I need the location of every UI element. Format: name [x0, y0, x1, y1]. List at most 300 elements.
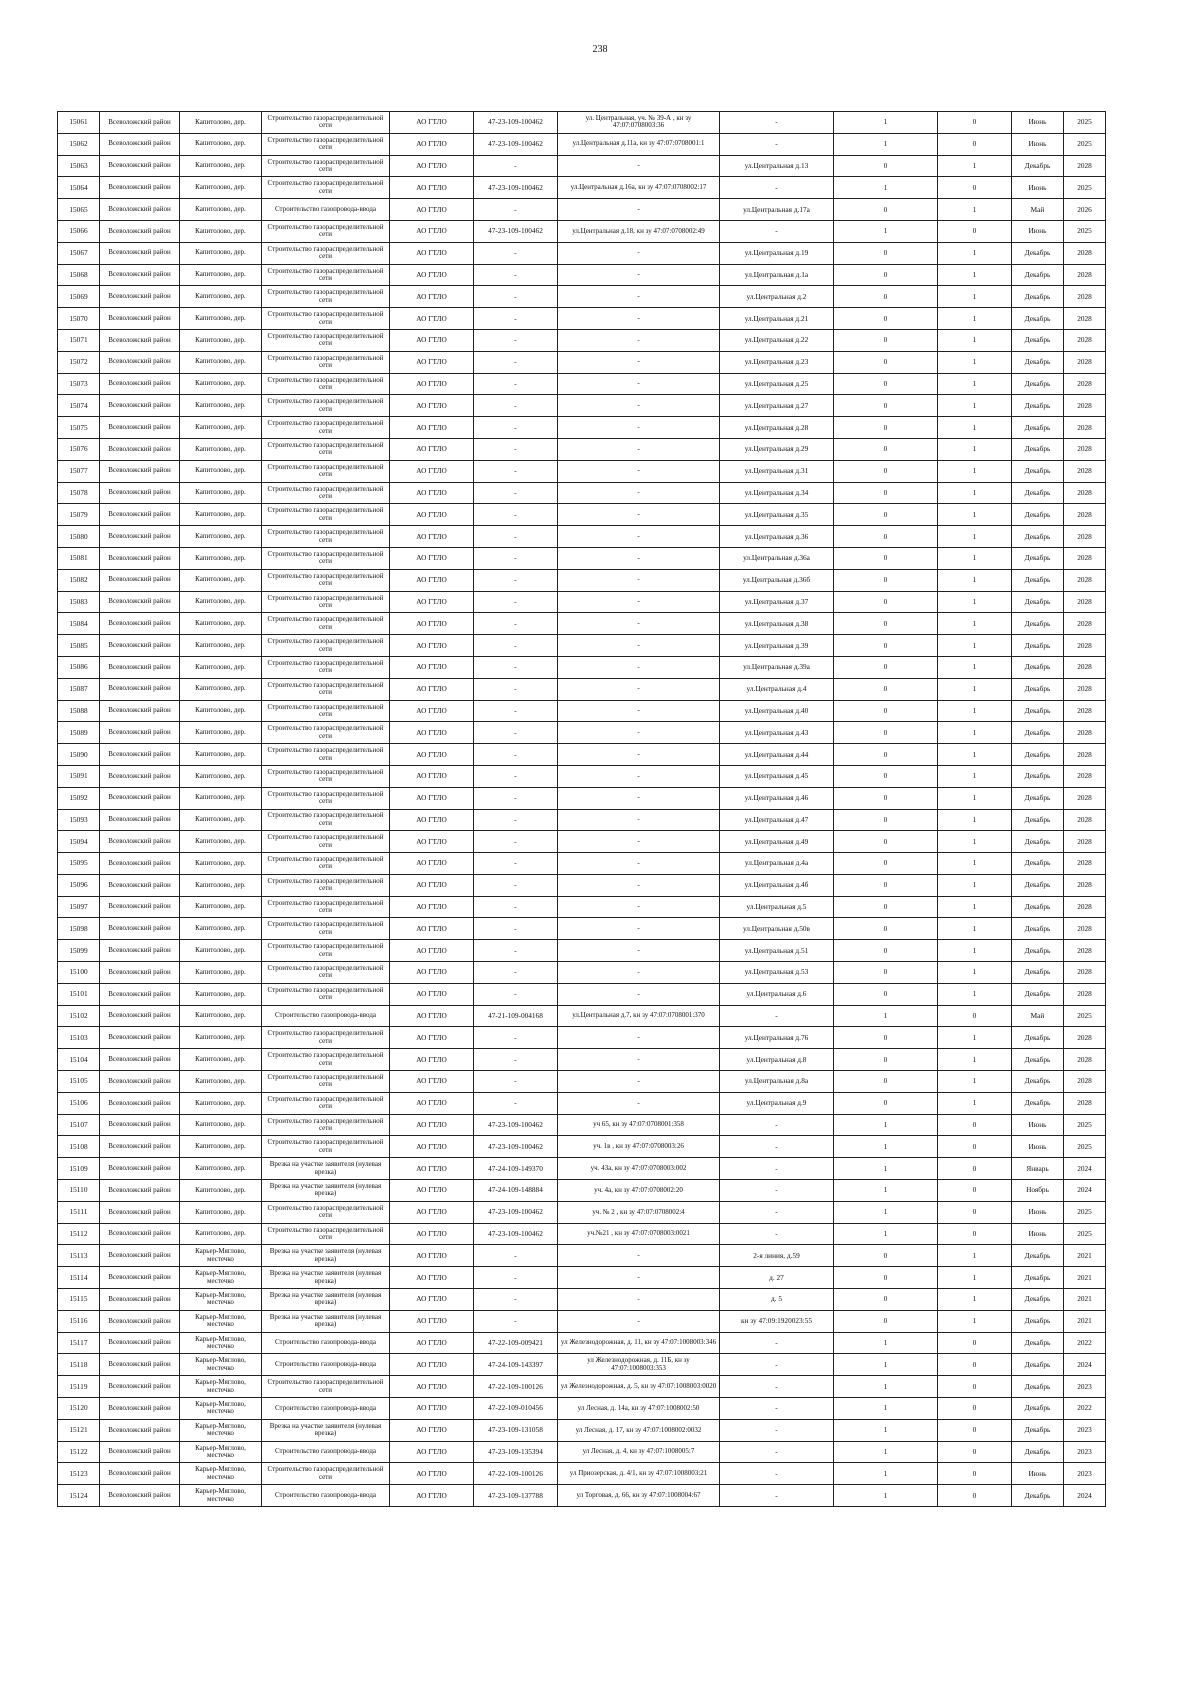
- cadastral-cell: -: [558, 482, 720, 504]
- table-row: [58, 264, 1106, 286]
- cadastral-cell: -: [558, 547, 720, 569]
- record-id: 15122: [58, 1441, 100, 1463]
- record-id: 15088: [58, 700, 100, 722]
- permit-number-cell: -: [474, 351, 558, 373]
- month-cell: Декабрь: [1012, 722, 1064, 744]
- permit-number-cell: 47-24-109-143397: [474, 1354, 558, 1376]
- count-a-cell: 0: [834, 700, 938, 722]
- month-cell: Декабрь: [1012, 569, 1064, 591]
- record-id: 15092: [58, 787, 100, 809]
- count-a-cell: 1: [834, 220, 938, 242]
- settlement-cell: Капитолово, дер.: [180, 1027, 262, 1049]
- permit-number-cell: -: [474, 918, 558, 940]
- month-cell: Декабрь: [1012, 329, 1064, 351]
- district-cell: Всеволожский район: [100, 1419, 180, 1441]
- table-row: [58, 962, 1106, 984]
- organization-cell: АО ГТЛО: [390, 700, 474, 722]
- cadastral-cell: -: [558, 874, 720, 896]
- district-cell: Всеволожский район: [100, 286, 180, 308]
- address-cell: -: [720, 1158, 834, 1180]
- cadastral-cell: уч. № 2 , кн зу 47:07:0708002:4: [558, 1201, 720, 1223]
- month-cell: Декабрь: [1012, 613, 1064, 635]
- address-cell: ул.Центральная д.37: [720, 591, 834, 613]
- record-id: 15086: [58, 656, 100, 678]
- work-type-cell: Строительство газопровода-ввода: [262, 1005, 390, 1027]
- record-id: 15104: [58, 1049, 100, 1071]
- table-row: [58, 831, 1106, 853]
- work-type-cell: Строительство газораспределительной сети: [262, 787, 390, 809]
- count-a-cell: 1: [834, 1114, 938, 1136]
- permit-number-cell: -: [474, 962, 558, 984]
- work-type-cell: Строительство газораспределительной сети: [262, 831, 390, 853]
- count-b-cell: 1: [938, 896, 1012, 918]
- record-id: 15071: [58, 329, 100, 351]
- district-cell: Всеволожский район: [100, 395, 180, 417]
- work-type-cell: Строительство газораспределительной сети: [262, 438, 390, 460]
- cadastral-cell: -: [558, 526, 720, 548]
- count-b-cell: 1: [938, 613, 1012, 635]
- cadastral-cell: -: [558, 656, 720, 678]
- settlement-cell: Капитолово, дер.: [180, 1158, 262, 1180]
- organization-cell: АО ГТЛО: [390, 199, 474, 221]
- work-type-cell: Строительство газопровода-ввода: [262, 1398, 390, 1420]
- district-cell: Всеволожский район: [100, 112, 180, 134]
- cadastral-cell: -: [558, 264, 720, 286]
- count-b-cell: 1: [938, 853, 1012, 875]
- year-cell: 2028: [1064, 547, 1106, 569]
- month-cell: Декабрь: [1012, 787, 1064, 809]
- district-cell: Всеволожский район: [100, 918, 180, 940]
- year-cell: 2028: [1064, 809, 1106, 831]
- work-type-cell: Строительство газораспределительной сети: [262, 220, 390, 242]
- month-cell: Декабрь: [1012, 918, 1064, 940]
- year-cell: 2028: [1064, 1071, 1106, 1093]
- organization-cell: АО ГТЛО: [390, 1485, 474, 1507]
- work-type-cell: Строительство газораспределительной сети: [262, 918, 390, 940]
- month-cell: Декабрь: [1012, 983, 1064, 1005]
- permit-number-cell: 47-23-109-100462: [474, 177, 558, 199]
- settlement-cell: Карьер-Мяглово, местечко: [180, 1354, 262, 1376]
- district-cell: Всеволожский район: [100, 809, 180, 831]
- address-cell: ул.Центральная д.36б: [720, 569, 834, 591]
- month-cell: Июнь: [1012, 1136, 1064, 1158]
- organization-cell: АО ГТЛО: [390, 962, 474, 984]
- record-id: 15107: [58, 1114, 100, 1136]
- year-cell: 2028: [1064, 1049, 1106, 1071]
- year-cell: 2028: [1064, 526, 1106, 548]
- district-cell: Всеволожский район: [100, 1049, 180, 1071]
- year-cell: 2025: [1064, 1005, 1106, 1027]
- count-a-cell: 1: [834, 1136, 938, 1158]
- count-a-cell: 0: [834, 918, 938, 940]
- month-cell: Декабрь: [1012, 1071, 1064, 1093]
- count-a-cell: 1: [834, 1005, 938, 1027]
- permit-number-cell: -: [474, 1071, 558, 1093]
- year-cell: 2025: [1064, 133, 1106, 155]
- district-cell: Всеволожский район: [100, 1201, 180, 1223]
- work-type-cell: Строительство газораспределительной сети: [262, 547, 390, 569]
- month-cell: Декабрь: [1012, 896, 1064, 918]
- table-row: [58, 765, 1106, 787]
- year-cell: 2028: [1064, 264, 1106, 286]
- table-row: [58, 329, 1106, 351]
- count-a-cell: 0: [834, 264, 938, 286]
- record-id: 15084: [58, 613, 100, 635]
- year-cell: 2028: [1064, 613, 1106, 635]
- record-id: 15076: [58, 438, 100, 460]
- organization-cell: АО ГТЛО: [390, 373, 474, 395]
- address-cell: -: [720, 112, 834, 134]
- month-cell: Декабрь: [1012, 809, 1064, 831]
- table-row: [58, 1289, 1106, 1311]
- month-cell: Декабрь: [1012, 1310, 1064, 1332]
- year-cell: 2028: [1064, 482, 1106, 504]
- permit-number-cell: 47-23-109-100462: [474, 1201, 558, 1223]
- organization-cell: АО ГТЛО: [390, 1354, 474, 1376]
- district-cell: Всеволожский район: [100, 1485, 180, 1507]
- settlement-cell: Капитолово, дер.: [180, 1201, 262, 1223]
- count-a-cell: 0: [834, 547, 938, 569]
- count-b-cell: 1: [938, 983, 1012, 1005]
- cadastral-cell: -: [558, 1245, 720, 1267]
- table-row: [58, 526, 1106, 548]
- record-id: 15065: [58, 199, 100, 221]
- month-cell: Декабрь: [1012, 831, 1064, 853]
- month-cell: Декабрь: [1012, 1485, 1064, 1507]
- address-cell: ул.Центральная д.40: [720, 700, 834, 722]
- record-id: 15111: [58, 1201, 100, 1223]
- address-cell: д. 5: [720, 1289, 834, 1311]
- count-a-cell: 0: [834, 635, 938, 657]
- month-cell: Декабрь: [1012, 1245, 1064, 1267]
- organization-cell: АО ГТЛО: [390, 940, 474, 962]
- settlement-cell: Капитолово, дер.: [180, 112, 262, 134]
- record-id: 15068: [58, 264, 100, 286]
- month-cell: Июнь: [1012, 133, 1064, 155]
- organization-cell: АО ГТЛО: [390, 308, 474, 330]
- record-id: 15091: [58, 765, 100, 787]
- work-type-cell: Строительство газораспределительной сети: [262, 962, 390, 984]
- year-cell: 2028: [1064, 1092, 1106, 1114]
- address-cell: ул.Центральная д.51: [720, 940, 834, 962]
- cadastral-cell: ул Торговая, д. 66, кн зу 47:07:1008004:67: [558, 1485, 720, 1507]
- organization-cell: АО ГТЛО: [390, 918, 474, 940]
- record-id: 15077: [58, 460, 100, 482]
- month-cell: Декабрь: [1012, 460, 1064, 482]
- district-cell: Всеволожский район: [100, 329, 180, 351]
- cadastral-cell: -: [558, 591, 720, 613]
- district-cell: Всеволожский район: [100, 940, 180, 962]
- count-a-cell: 1: [834, 1180, 938, 1202]
- count-b-cell: 1: [938, 417, 1012, 439]
- address-cell: ул.Центральная д.1а: [720, 264, 834, 286]
- organization-cell: АО ГТЛО: [390, 264, 474, 286]
- table-row: [58, 1114, 1106, 1136]
- cadastral-cell: -: [558, 787, 720, 809]
- work-type-cell: Строительство газораспределительной сети: [262, 700, 390, 722]
- organization-cell: АО ГТЛО: [390, 460, 474, 482]
- settlement-cell: Капитолово, дер.: [180, 199, 262, 221]
- month-cell: Декабрь: [1012, 373, 1064, 395]
- district-cell: Всеволожский район: [100, 460, 180, 482]
- table-row: [58, 112, 1106, 134]
- address-cell: д. 27: [720, 1267, 834, 1289]
- year-cell: 2021: [1064, 1289, 1106, 1311]
- table-row: [58, 351, 1106, 373]
- district-cell: Всеволожский район: [100, 373, 180, 395]
- month-cell: Декабрь: [1012, 962, 1064, 984]
- record-id: 15074: [58, 395, 100, 417]
- table-row: [58, 1245, 1106, 1267]
- record-id: 15099: [58, 940, 100, 962]
- permit-number-cell: -: [474, 155, 558, 177]
- organization-cell: АО ГТЛО: [390, 1136, 474, 1158]
- district-cell: Всеволожский район: [100, 874, 180, 896]
- year-cell: 2028: [1064, 438, 1106, 460]
- count-b-cell: 1: [938, 504, 1012, 526]
- permit-number-cell: 47-23-109-100462: [474, 1114, 558, 1136]
- count-b-cell: 1: [938, 329, 1012, 351]
- work-type-cell: Строительство газораспределительной сети: [262, 656, 390, 678]
- year-cell: 2028: [1064, 983, 1106, 1005]
- month-cell: Декабрь: [1012, 1354, 1064, 1376]
- organization-cell: АО ГТЛО: [390, 133, 474, 155]
- cadastral-cell: -: [558, 896, 720, 918]
- organization-cell: АО ГТЛО: [390, 853, 474, 875]
- permit-number-cell: -: [474, 765, 558, 787]
- cadastral-cell: ул Железнодорожная, д. 5, кн зу 47:07:1008003:0020: [558, 1376, 720, 1398]
- record-id: 15081: [58, 547, 100, 569]
- month-cell: Июнь: [1012, 1114, 1064, 1136]
- permit-number-cell: -: [474, 438, 558, 460]
- cadastral-cell: -: [558, 1071, 720, 1093]
- work-type-cell: Строительство газопровода-ввода: [262, 199, 390, 221]
- district-cell: Всеволожский район: [100, 896, 180, 918]
- settlement-cell: Капитолово, дер.: [180, 635, 262, 657]
- table-row: [58, 1332, 1106, 1354]
- count-b-cell: 1: [938, 635, 1012, 657]
- table-row: [58, 504, 1106, 526]
- count-a-cell: 0: [834, 787, 938, 809]
- address-cell: ул.Центральная д.47: [720, 809, 834, 831]
- table-row: [58, 133, 1106, 155]
- cadastral-cell: -: [558, 329, 720, 351]
- cadastral-cell: -: [558, 983, 720, 1005]
- district-cell: Всеволожский район: [100, 1158, 180, 1180]
- settlement-cell: Капитолово, дер.: [180, 482, 262, 504]
- organization-cell: АО ГТЛО: [390, 1463, 474, 1485]
- address-cell: ул.Центральная д.39: [720, 635, 834, 657]
- count-a-cell: 0: [834, 155, 938, 177]
- cadastral-cell: ул.Центральная д.16а, кн зу 47:07:0708002:17: [558, 177, 720, 199]
- settlement-cell: Капитолово, дер.: [180, 1114, 262, 1136]
- work-type-cell: Строительство газораспределительной сети: [262, 591, 390, 613]
- count-b-cell: 1: [938, 700, 1012, 722]
- address-cell: кн зу 47:09:1920023:55: [720, 1310, 834, 1332]
- cadastral-cell: -: [558, 1092, 720, 1114]
- record-id: 15063: [58, 155, 100, 177]
- record-id: 15085: [58, 635, 100, 657]
- year-cell: 2025: [1064, 220, 1106, 242]
- work-type-cell: Строительство газораспределительной сети: [262, 635, 390, 657]
- settlement-cell: Капитолово, дер.: [180, 874, 262, 896]
- record-id: 15083: [58, 591, 100, 613]
- table-row: [58, 853, 1106, 875]
- organization-cell: АО ГТЛО: [390, 1071, 474, 1093]
- settlement-cell: Капитолово, дер.: [180, 1223, 262, 1245]
- cadastral-cell: ул.Центральная д.18, кн зу 47:07:0708002:49: [558, 220, 720, 242]
- permit-number-cell: -: [474, 264, 558, 286]
- year-cell: 2028: [1064, 395, 1106, 417]
- address-cell: -: [720, 1180, 834, 1202]
- record-id: 15069: [58, 286, 100, 308]
- organization-cell: АО ГТЛО: [390, 983, 474, 1005]
- organization-cell: АО ГТЛО: [390, 1267, 474, 1289]
- settlement-cell: Капитолово, дер.: [180, 765, 262, 787]
- count-b-cell: 1: [938, 831, 1012, 853]
- work-type-cell: Врезка на участке заявителя (нулевая врезка): [262, 1180, 390, 1202]
- year-cell: 2025: [1064, 1201, 1106, 1223]
- month-cell: Январь: [1012, 1158, 1064, 1180]
- address-cell: ул.Центральная д.43: [720, 722, 834, 744]
- table-row: [58, 1223, 1106, 1245]
- record-id: 15119: [58, 1376, 100, 1398]
- permit-number-cell: 47-22-109-100126: [474, 1376, 558, 1398]
- work-type-cell: Строительство газораспределительной сети: [262, 1201, 390, 1223]
- cadastral-cell: -: [558, 1027, 720, 1049]
- count-b-cell: 0: [938, 1005, 1012, 1027]
- count-a-cell: 1: [834, 1398, 938, 1420]
- month-cell: Май: [1012, 199, 1064, 221]
- organization-cell: АО ГТЛО: [390, 1223, 474, 1245]
- cadastral-cell: -: [558, 940, 720, 962]
- month-cell: Июнь: [1012, 220, 1064, 242]
- year-cell: 2022: [1064, 1398, 1106, 1420]
- month-cell: Декабрь: [1012, 242, 1064, 264]
- count-a-cell: 0: [834, 308, 938, 330]
- cadastral-cell: ул Железнодорожная, д. 11Б, кн зу 47:07:1008003:353: [558, 1354, 720, 1376]
- table-row: [58, 177, 1106, 199]
- table-row: [58, 460, 1106, 482]
- count-a-cell: 0: [834, 940, 938, 962]
- address-cell: ул.Центральная д.5: [720, 896, 834, 918]
- permit-number-cell: 47-23-109-100462: [474, 1223, 558, 1245]
- table-row: [58, 1398, 1106, 1420]
- permit-number-cell: 47-24-109-148884: [474, 1180, 558, 1202]
- count-b-cell: 0: [938, 1180, 1012, 1202]
- year-cell: 2024: [1064, 1158, 1106, 1180]
- address-cell: ул.Центральная д.39а: [720, 656, 834, 678]
- cadastral-cell: -: [558, 504, 720, 526]
- count-a-cell: 0: [834, 395, 938, 417]
- table-row: [58, 569, 1106, 591]
- work-type-cell: Строительство газораспределительной сети: [262, 373, 390, 395]
- organization-cell: АО ГТЛО: [390, 569, 474, 591]
- count-b-cell: 1: [938, 351, 1012, 373]
- work-type-cell: Строительство газораспределительной сети: [262, 526, 390, 548]
- settlement-cell: Карьер-Мяглово, местечко: [180, 1485, 262, 1507]
- cadastral-cell: уч.№21 , кн зу 47:07:0708003:0021: [558, 1223, 720, 1245]
- cadastral-cell: ул.Центральная д.7, кн зу 47:07:0708001:370: [558, 1005, 720, 1027]
- organization-cell: АО ГТЛО: [390, 1027, 474, 1049]
- permit-number-cell: -: [474, 787, 558, 809]
- work-type-cell: Строительство газораспределительной сети: [262, 460, 390, 482]
- address-cell: ул.Центральная д.8: [720, 1049, 834, 1071]
- year-cell: 2028: [1064, 242, 1106, 264]
- count-a-cell: 0: [834, 1092, 938, 1114]
- count-b-cell: 1: [938, 1049, 1012, 1071]
- permit-number-cell: -: [474, 308, 558, 330]
- year-cell: 2023: [1064, 1463, 1106, 1485]
- table-row: [58, 918, 1106, 940]
- organization-cell: АО ГТЛО: [390, 438, 474, 460]
- district-cell: Всеволожский район: [100, 569, 180, 591]
- table-row: [58, 1027, 1106, 1049]
- work-type-cell: Строительство газораспределительной сети: [262, 177, 390, 199]
- count-b-cell: 0: [938, 1376, 1012, 1398]
- cadastral-cell: -: [558, 286, 720, 308]
- organization-cell: АО ГТЛО: [390, 1332, 474, 1354]
- organization-cell: АО ГТЛО: [390, 656, 474, 678]
- cadastral-cell: -: [558, 373, 720, 395]
- cadastral-cell: -: [558, 242, 720, 264]
- address-cell: ул.Центральная д.4а: [720, 853, 834, 875]
- count-b-cell: 1: [938, 308, 1012, 330]
- permit-number-cell: -: [474, 329, 558, 351]
- month-cell: Июнь: [1012, 112, 1064, 134]
- count-a-cell: 1: [834, 1463, 938, 1485]
- record-id: 15079: [58, 504, 100, 526]
- settlement-cell: Карьер-Мяглово, местечко: [180, 1398, 262, 1420]
- cadastral-cell: -: [558, 460, 720, 482]
- record-id: 15124: [58, 1485, 100, 1507]
- count-b-cell: 1: [938, 526, 1012, 548]
- settlement-cell: Капитолово, дер.: [180, 264, 262, 286]
- cadastral-cell: -: [558, 722, 720, 744]
- count-b-cell: 1: [938, 1310, 1012, 1332]
- month-cell: Декабрь: [1012, 351, 1064, 373]
- district-cell: Всеволожский район: [100, 547, 180, 569]
- settlement-cell: Капитолово, дер.: [180, 591, 262, 613]
- work-type-cell: Строительство газораспределительной сети: [262, 613, 390, 635]
- record-id: 15118: [58, 1354, 100, 1376]
- count-b-cell: 1: [938, 438, 1012, 460]
- work-type-cell: Строительство газораспределительной сети: [262, 722, 390, 744]
- registry-body: [58, 112, 1106, 1507]
- organization-cell: АО ГТЛО: [390, 678, 474, 700]
- count-a-cell: 0: [834, 569, 938, 591]
- organization-cell: АО ГТЛО: [390, 1049, 474, 1071]
- permit-number-cell: -: [474, 1049, 558, 1071]
- count-a-cell: 0: [834, 613, 938, 635]
- month-cell: Декабрь: [1012, 1441, 1064, 1463]
- year-cell: 2028: [1064, 831, 1106, 853]
- month-cell: Декабрь: [1012, 853, 1064, 875]
- settlement-cell: Капитолово, дер.: [180, 329, 262, 351]
- address-cell: -: [720, 1332, 834, 1354]
- settlement-cell: Капитолово, дер.: [180, 177, 262, 199]
- cadastral-cell: ул Лесная, д. 14а, кн зу 47:07:1008002:50: [558, 1398, 720, 1420]
- table-row: [58, 1092, 1106, 1114]
- year-cell: 2028: [1064, 591, 1106, 613]
- year-cell: 2028: [1064, 351, 1106, 373]
- count-a-cell: 0: [834, 242, 938, 264]
- count-a-cell: 0: [834, 722, 938, 744]
- table-row: [58, 242, 1106, 264]
- organization-cell: АО ГТЛО: [390, 1419, 474, 1441]
- address-cell: -: [720, 220, 834, 242]
- table-row: [58, 940, 1106, 962]
